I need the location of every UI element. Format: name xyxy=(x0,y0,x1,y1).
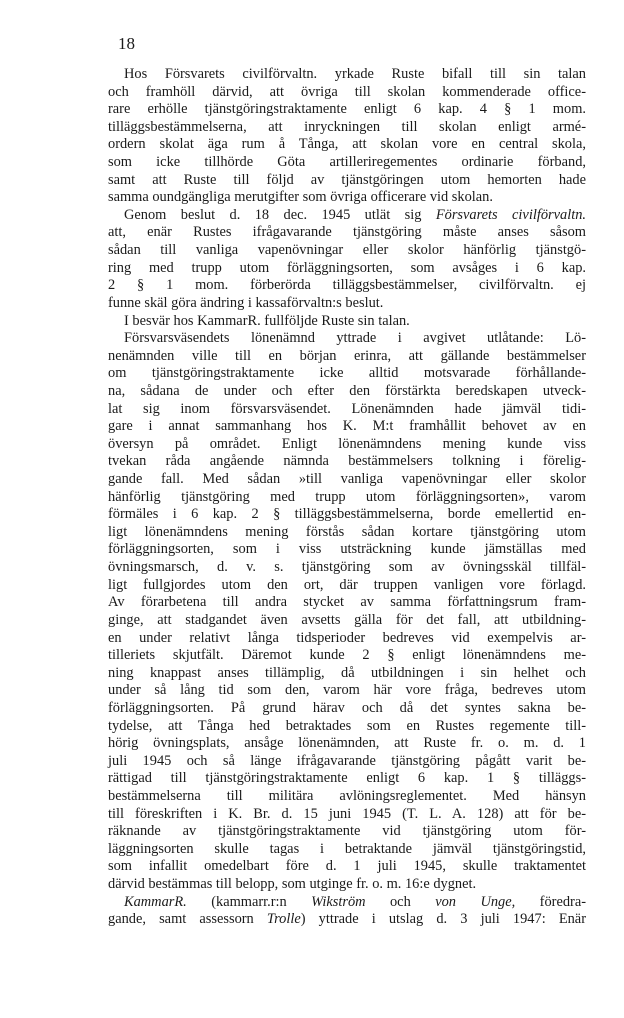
text-line xyxy=(108,630,586,648)
text-line xyxy=(108,313,586,331)
text-line xyxy=(108,207,586,225)
text-segment: ligt lönenämndens mening förstås sådan kortare tjänstgöring utom xyxy=(108,523,586,540)
text-segment: föredra- xyxy=(515,893,586,910)
text-line xyxy=(108,260,586,278)
body-text xyxy=(108,66,586,929)
text-segment: ligt fullgjordes utom den ort, där truppen vanligen vore förlagd. xyxy=(108,576,586,593)
text-segment: hänförlig tjänstgöring med trupp utom förläggningsorten», varom xyxy=(108,488,586,505)
text-segment: gande, samt assessorn xyxy=(108,911,267,928)
text-line xyxy=(108,172,586,190)
text-segment: förläggningsorten, som i viss utsträckning kunde jämställas med xyxy=(108,541,586,558)
text-segment: under så lång tid som den, varom här vore fråga, bedreves utom xyxy=(108,682,586,699)
text-segment: ) yttrade i utslag d. 3 juli 1947: Enär xyxy=(300,911,586,928)
text-segment: översyn på området. Enligt lönenämndens mening kunde viss xyxy=(108,435,586,452)
text-segment: tvekan råda angående nämnda bestämmelsers tolkning i förelig- xyxy=(108,453,586,470)
text-line xyxy=(108,876,586,894)
text-segment: nenämnden ville till en början erinra, att gällande bestämmelser xyxy=(108,347,586,364)
text-line xyxy=(108,753,586,771)
text-segment: ring med trupp utom förläggningsorten, som avsåges i 6 kap. xyxy=(108,259,586,276)
text-segment: räknande av tjänstgöringstraktamente vid tjänstgöring utom för- xyxy=(108,823,586,840)
text-segment: samt att Ruste till följd av tjänstgöringen utom hemorten hade xyxy=(108,171,586,188)
text-line xyxy=(108,594,586,612)
text-segment: lat sig inom försvarsväsendet. Lönenämnden hade jämväl tidi- xyxy=(108,400,586,417)
text-segment: rare erhölle tjänstgöringstraktamente enligt 6 kap. 4 § 1 mom. xyxy=(108,101,586,118)
text-line xyxy=(108,612,586,630)
text-segment: därvid bestämmas till belopp, som utginge fr. o. m. 16:e dygnet. xyxy=(108,876,477,893)
text-line xyxy=(108,471,586,489)
text-line xyxy=(108,735,586,753)
italic-text: Wikström xyxy=(311,893,366,910)
text-segment: till föreskriften i K. Br. d. 15 juni 1945 (T. L. A. 128) att för be- xyxy=(108,805,586,822)
text-line xyxy=(108,823,586,841)
text-segment: (kammarr.r:n xyxy=(186,893,312,910)
text-line xyxy=(108,788,586,806)
text-segment: och xyxy=(365,893,436,910)
text-line xyxy=(108,101,586,119)
text-line xyxy=(108,242,586,260)
text-line xyxy=(108,277,586,295)
text-line xyxy=(108,418,586,436)
text-line xyxy=(108,682,586,700)
text-segment: ordern skolat äga rum å Tånga, att skolan vore en central skola, xyxy=(108,136,586,153)
text-segment: juli 1945 och så länge ifrågavarande tjänstgöring pågått varit be- xyxy=(108,752,586,769)
text-line xyxy=(108,559,586,577)
text-line xyxy=(108,295,586,313)
text-line xyxy=(108,700,586,718)
text-line xyxy=(108,66,586,84)
text-segment: ginge, att stadgandet även avsetts gälla för det fall, att utbildning- xyxy=(108,611,586,628)
text-segment: som icke tillhörde Göta artilleriregementes ordinarie förband, xyxy=(108,154,586,171)
text-line xyxy=(108,647,586,665)
text-line xyxy=(108,577,586,595)
text-segment: funne skäl göra ändring i kassaförvaltn:s beslut. xyxy=(108,294,384,311)
text-line xyxy=(108,806,586,824)
text-segment: Genom beslut d. 18 dec. 1945 utlät sig xyxy=(124,206,436,223)
text-line xyxy=(108,489,586,507)
text-segment: Hos Försvarets civilförvaltn. yrkade Ruste bifall till sin talan xyxy=(124,66,586,82)
text-line xyxy=(108,770,586,788)
text-segment: 2 § 1 mom. förberörda tilläggsbestämmelser, civilförvaltn. ej xyxy=(108,277,586,294)
italic-text: Försvarets civilförvaltn. xyxy=(435,206,586,223)
text-line xyxy=(108,911,586,929)
text-segment: tilläggsbestämmelserna, att inryckningen till skolan enligt armé- xyxy=(108,118,586,135)
text-segment: förläggningsorten. På grund härav och då det syntes sakna be- xyxy=(108,699,586,716)
text-segment: tydelse, att Tånga hed betraktades som en Rustes regemente till- xyxy=(108,717,586,734)
text-line xyxy=(108,524,586,542)
text-segment: förmäles i 6 kap. 2 § tilläggsbestämmelserna, borde emellertid en- xyxy=(108,506,586,523)
text-line xyxy=(108,189,586,207)
text-segment: bestämmelserna till militära avlöningsreglementet. Med hänsyn xyxy=(108,787,586,804)
italic-text: KammarR. xyxy=(124,893,187,910)
italic-text: Trolle xyxy=(266,911,301,928)
text-line xyxy=(108,224,586,242)
text-segment: läggningsorten skulle tagas i betraktande jämväl tjänstgöringstid, xyxy=(108,840,586,857)
text-segment: en under relativt långa tidsperioder bedreves vid exempelvis ar- xyxy=(108,629,586,646)
text-line xyxy=(108,119,586,137)
text-segment: gande fall. Med sådan »till vanliga vapenövningar eller skolor xyxy=(108,471,586,488)
text-line xyxy=(108,136,586,154)
page-number: 18 xyxy=(118,34,135,53)
text-line xyxy=(108,436,586,454)
italic-text: von Unge, xyxy=(435,893,516,910)
text-segment: hörig övningsplats, ansåge lönenämnden, att Ruste fr. o. m. d. 1 xyxy=(108,735,586,752)
text-line xyxy=(108,401,586,419)
text-segment: samma oundgängliga merutgifter som övriga officerare vid skolan. xyxy=(108,189,493,206)
text-line xyxy=(108,718,586,736)
text-segment: övningsmarsch, d. v. s. tjänstgöring som av övningsskäl tillfäl- xyxy=(108,559,586,576)
text-line xyxy=(108,330,586,348)
text-line xyxy=(108,348,586,366)
text-line xyxy=(108,894,586,912)
text-line xyxy=(108,84,586,102)
text-line xyxy=(108,541,586,559)
text-line xyxy=(108,665,586,683)
text-segment: gare i annat sammanhang hos K. M:t framhållit behovet av en xyxy=(108,418,586,435)
text-segment: I besvär hos KammarR. fullföljde Ruste sin talan. xyxy=(124,312,410,329)
text-line xyxy=(108,154,586,172)
text-line xyxy=(108,858,586,876)
text-segment: om tjänstgöringstraktamente icke alltid motsvarade förhållande- xyxy=(108,365,586,382)
text-line xyxy=(108,506,586,524)
text-segment: sådan till vanliga vapenövningar eller skolor hänförlig tjänstgö- xyxy=(108,242,586,259)
text-segment: na, sådana de under och efter den förstärkta beredskapen utveck- xyxy=(108,382,586,399)
text-line xyxy=(108,453,586,471)
text-segment: och framhöll därvid, att övriga till skolan kommenderade office- xyxy=(108,83,586,100)
text-line xyxy=(108,383,586,401)
text-segment: Av förarbetena till andra stycket av samma författningsrum fram- xyxy=(108,594,586,611)
text-line xyxy=(108,841,586,859)
text-segment: att, enär Rustes ifrågavarande tjänstgöring måste anses såsom xyxy=(108,224,586,241)
text-line xyxy=(108,365,586,383)
text-segment: tilleriets skjutfält. Däremot kunde 2 § enligt lönenämndens me- xyxy=(108,647,586,664)
text-segment: Försvarsväsendets lönenämnd yttrade i avgivet utlåtande: Lö- xyxy=(124,330,586,347)
text-segment: som infallit omedelbart före d. 1 juli 1945, skulle traktamentet xyxy=(108,858,586,875)
text-segment: rättigad till tjänstgöringstraktamente enligt 6 kap. 1 § tilläggs- xyxy=(108,770,586,787)
text-segment: ning knappast anses tillämplig, då utbildningen i sin helhet och xyxy=(108,664,586,681)
